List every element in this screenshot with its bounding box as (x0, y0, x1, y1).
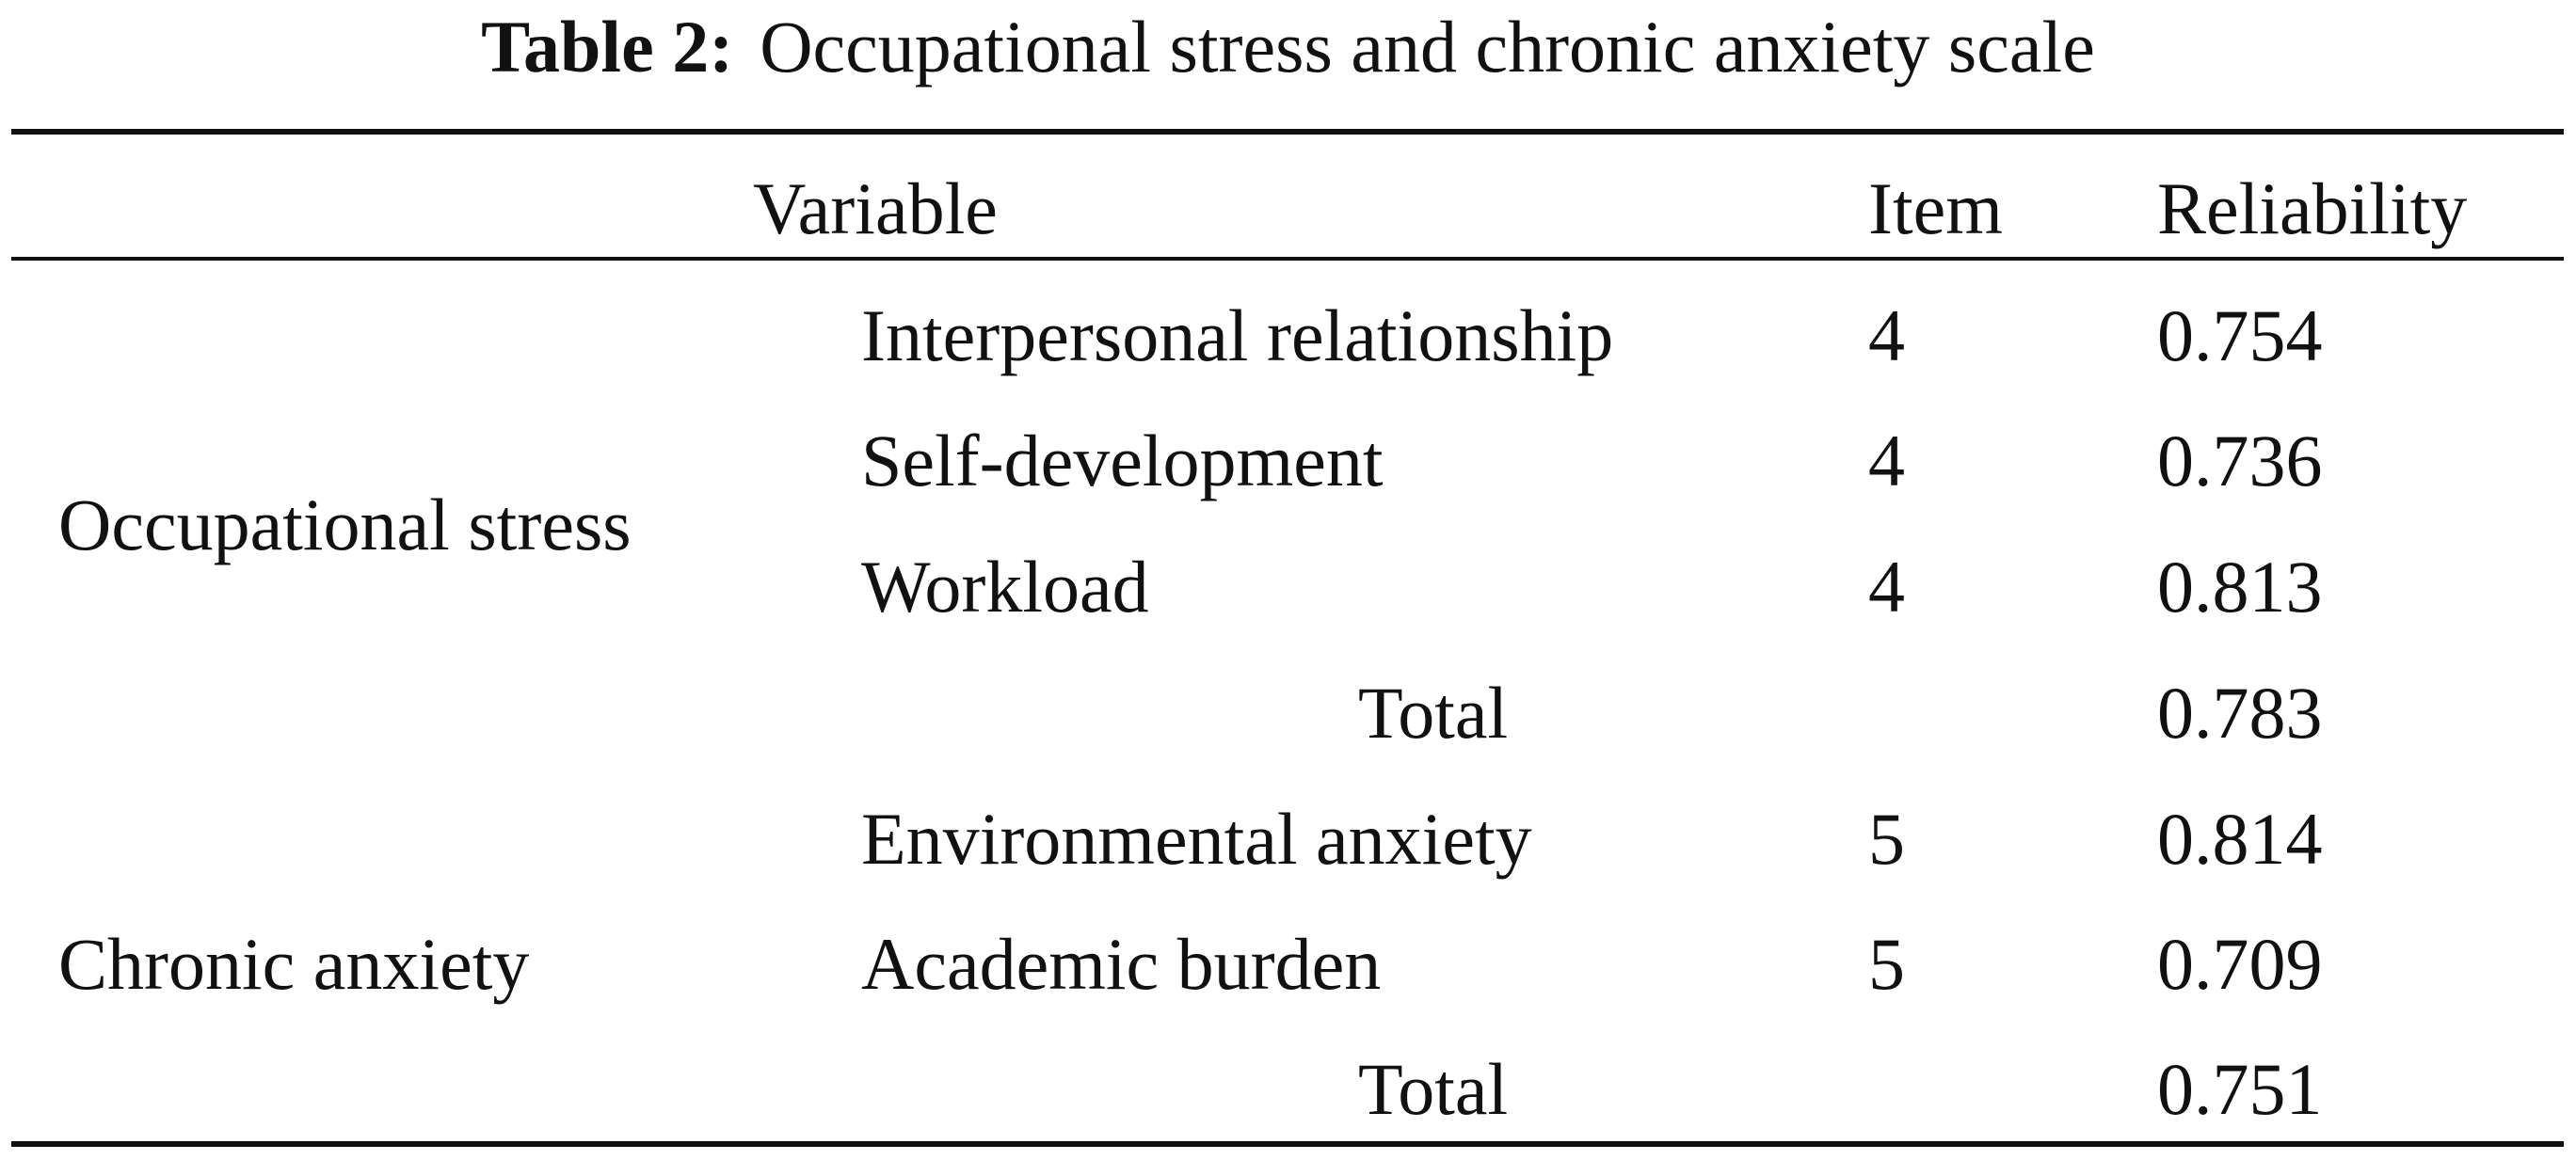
row-reliability: 0.813 (2157, 546, 2323, 628)
row-sub-label: Interpersonal relationship (861, 294, 1614, 376)
row-reliability: 0.754 (2157, 294, 2323, 376)
bottom-rule (11, 1141, 2564, 1147)
group-chronic-anxiety: Chronic anxiety (58, 923, 530, 1005)
table-title: Occupational stress and chronic anxiety scale (760, 6, 2095, 87)
row-reliability: 0.736 (2157, 420, 2323, 501)
row-item: 5 (1868, 798, 1905, 880)
row-item: 4 (1868, 546, 1905, 628)
table-number: Table 2: (481, 6, 734, 87)
header-variable: Variable (753, 167, 998, 249)
row-reliability: 0.709 (2157, 923, 2323, 1005)
row-sub-label: Academic burden (861, 923, 1382, 1005)
row-sub-label: Self-development (861, 420, 1384, 501)
row-total-label: Total (1358, 672, 1509, 754)
row-item: 4 (1868, 294, 1905, 376)
row-total-label: Total (1358, 1048, 1509, 1130)
row-item: 4 (1868, 420, 1905, 501)
top-rule (11, 129, 2564, 135)
row-total-reliability: 0.751 (2157, 1048, 2323, 1130)
row-total-reliability: 0.783 (2157, 672, 2323, 754)
row-sub-label: Workload (861, 546, 1149, 628)
table-caption (0, 0, 2576, 94)
header-item: Item (1868, 167, 2003, 249)
row-reliability: 0.814 (2157, 798, 2323, 880)
row-sub-label: Environmental anxiety (861, 798, 1532, 880)
header-reliability: Reliability (2157, 167, 2468, 249)
header-rule (11, 257, 2564, 261)
group-occupational-stress: Occupational stress (58, 484, 632, 565)
row-item: 5 (1868, 923, 1905, 1005)
